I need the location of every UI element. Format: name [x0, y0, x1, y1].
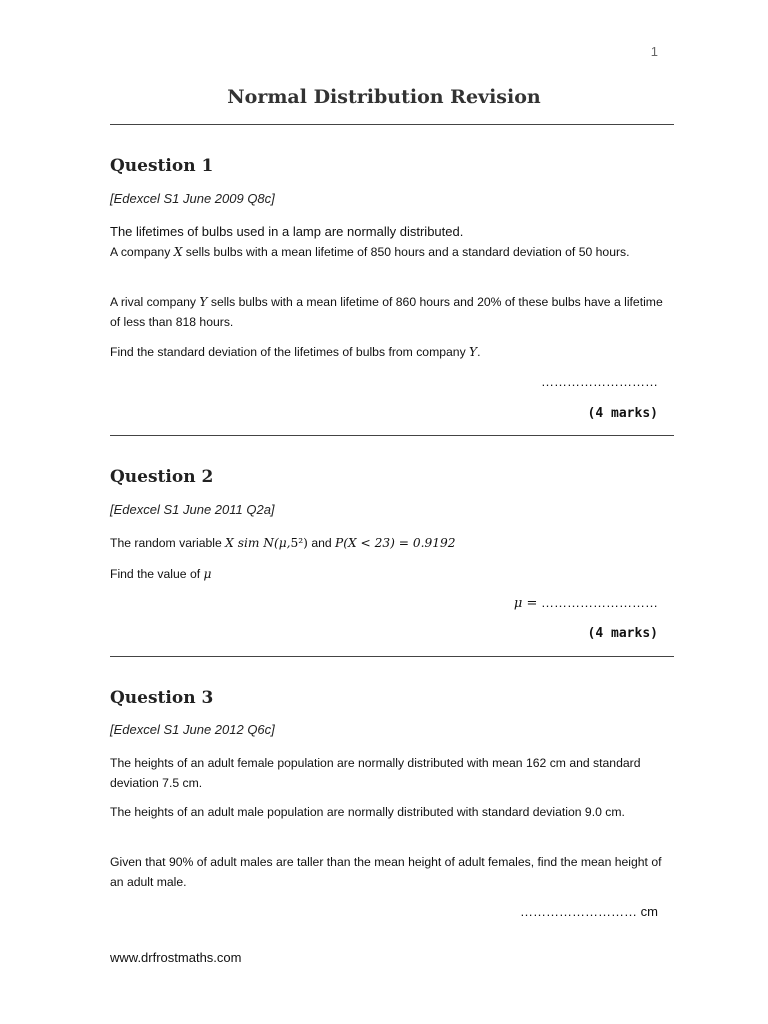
page-number: 1 — [650, 44, 658, 59]
question-2-source: [Edexcel S1 June 2011 Q2a] — [110, 502, 275, 517]
question-1-paragraph-3: Find the standard deviation of the lifetimes of bulbs from company Y. — [110, 345, 481, 359]
question-1-line-1: The lifetimes of bulbs used in a lamp are normally distributed. — [110, 224, 464, 239]
question-1-marks: (4 marks) — [587, 406, 658, 421]
question-3-paragraph-3: Given that 90% of adult males are taller than the mean height of adult females, find the mean height of an adult male. — [110, 855, 662, 889]
divider — [110, 656, 674, 657]
question-1-answer-line: ……………………… — [541, 374, 658, 389]
divider — [110, 435, 674, 436]
question-2-heading: Question 2 — [110, 467, 214, 487]
footer-url: www.drfrostmaths.com — [110, 950, 242, 965]
question-3-source: [Edexcel S1 June 2012 Q6c] — [110, 722, 275, 737]
question-3-paragraph-1: The heights of an adult female population are normally distributed with mean 162 cm and standard deviation 7.5 cm. — [110, 756, 641, 790]
question-1-source: [Edexcel S1 June 2009 Q8c] — [110, 191, 275, 206]
divider — [110, 124, 674, 125]
question-3-answer: ……………………… cm — [520, 904, 658, 919]
question-1-paragraph-1: A company X sells bulbs with a mean lifetime of 850 hours and a standard deviation of 50 hours. — [110, 245, 630, 259]
question-1-paragraph-2: A rival company Y sells bulbs with a mean lifetime of 860 hours and 20% of these bulbs have a lifetime of less than 818 hours. — [110, 295, 663, 329]
question-2-marks: (4 marks) — [587, 626, 658, 641]
question-2-paragraph-1: The random variable X sim N(μ,5²) and P(X < 23) = 0.9192 — [110, 536, 456, 550]
page-title: Normal Distribution Revision — [227, 86, 541, 108]
question-2-answer: μ = ……………………… — [513, 595, 658, 611]
question-1-heading: Question 1 — [110, 156, 214, 176]
question-2-paragraph-2: Find the value of μ — [110, 567, 212, 581]
question-3-heading: Question 3 — [110, 688, 214, 708]
question-3-paragraph-2: The heights of an adult male population are normally distributed with standard deviation 9.0 cm. — [110, 805, 625, 819]
